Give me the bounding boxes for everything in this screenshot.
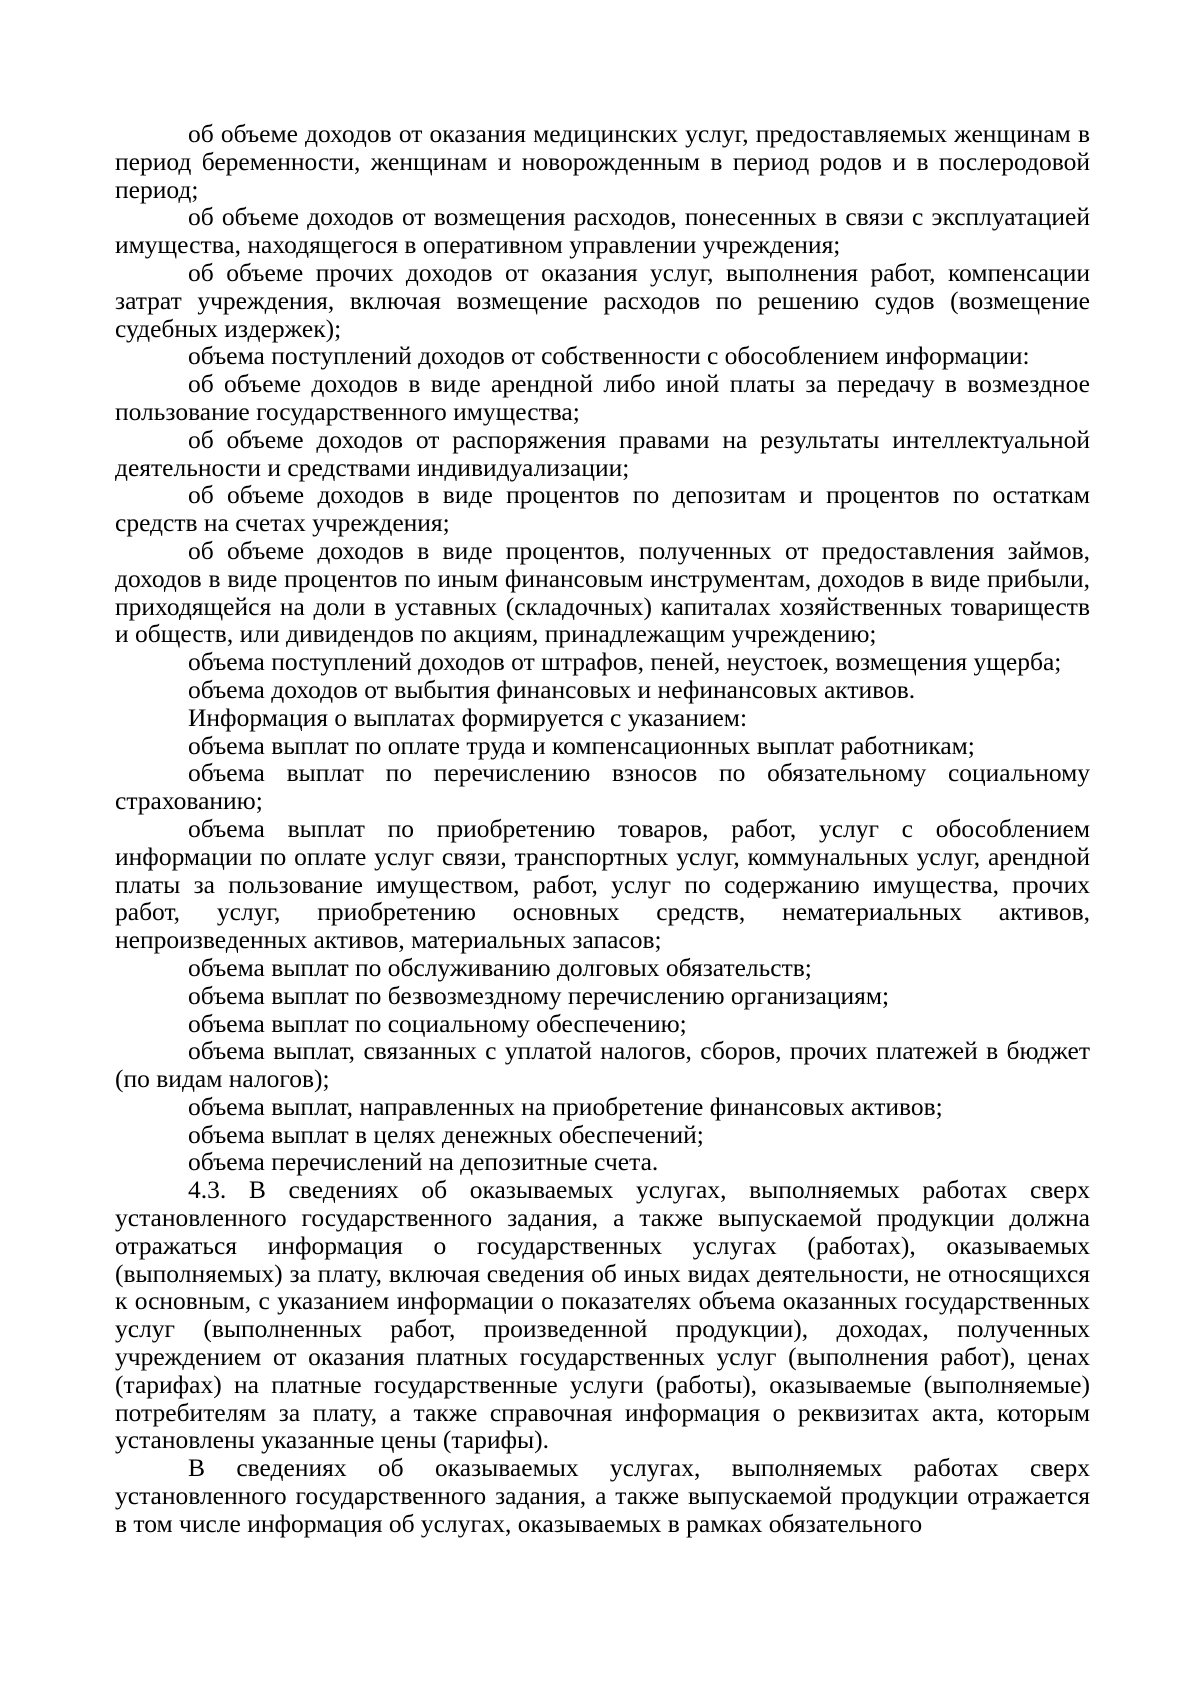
paragraph: объема поступлений доходов от собственности с обособлением информации: [188,341,1030,371]
paragraph: объема выплат по оплате труда и компенсационных выплат работникам; [188,730,975,760]
document-page [115,120,1090,1538]
paragraph: объема доходов от выбытия финансовых и нефинансовых активов. [188,674,916,704]
paragraph: объема выплат по безвозмездному перечислению организациям; [188,980,890,1010]
paragraph: объема выплат, связанных с уплатой налогов, сборов, прочих платежей в бюджет (по видам налогов); [115,1036,1090,1094]
paragraph: Информация о выплатах формируется с указанием: [188,702,748,732]
paragraph: объема выплат, направленных на приобретение финансовых активов; [188,1091,943,1121]
paragraph: об объеме доходов в виде процентов по депозитам и процентов по остаткам средств на счетах учреждения; [115,480,1090,538]
paragraph: объема выплат по социальному обеспечению; [188,1008,687,1038]
paragraph: объема выплат по приобретению товаров, работ, услуг с обособлением информации по оплате услуг связи, транспортных услуг, коммунальных услуг, арендной платы за пользование имуществом, работ, услуг по содержанию имущества, прочих работ, услуг, приобретению основных средств, нематериальных активов, непроизведенных активов, материальных запасов; [115,813,1090,955]
paragraph: об объеме доходов от возмещения расходов, понесенных в связи с эксплуатацией имущества, находящегося в оперативном управлении учреждения; [115,202,1090,260]
paragraph: объема поступлений доходов от штрафов, пеней, неустоек, возмещения ущерба; [188,647,1062,677]
paragraph: объема перечислений на депозитные счета. [188,1147,659,1177]
paragraph: В сведениях об оказываемых услугах, выполняемых работах сверх установленного государственного задания, а также выпускаемой продукции отражается в том числе информация об услугах, оказываемых в рамках обязательного [115,1453,1090,1538]
paragraph: объема выплат в целях денежных обеспечений; [188,1119,704,1149]
paragraph: об объеме доходов в виде процентов, полученных от предоставления займов, доходов в виде процентов по иным финансовым инструментам, доходов в виде прибыли, приходящейся на доли в уставных (складочных) капиталах хозяйственных товариществ и обществ, или дивидендов по акциям, принадлежащим учреждению; [115,535,1090,649]
paragraph: об объеме доходов от распоряжения правами на результаты интеллектуальной деятельности и средствами индивидуализации; [115,424,1090,482]
paragraph: 4.3. В сведениях об оказываемых услугах, выполняемых работах сверх установленного государственного задания, а также выпускаемой продукции должна отражаться информация о государственных услугах (работах), оказываемых (выполняемых) за плату, включая сведения об иных видах деятельности, не относящихся к основным, с указанием информации о показателях объема оказанных государственных услуг (выполненных работ, произведенной продукции), доходах, полученных учреждением от оказания платных государственных услуг (выполнения работ), ценах (тарифах) на платные государственные услуги (работы), оказываемые (выполняемые) потребителям за плату, а также справочная информация о реквизитах акта, которым установлены указанные цены (тарифы). [115,1175,1090,1455]
paragraph: об объеме доходов в виде арендной либо иной платы за передачу в возмездное пользование государственного имущества; [115,369,1090,426]
paragraph: объема выплат по перечислению взносов по обязательному социальному страхованию; [115,758,1090,816]
paragraph: объема выплат по обслуживанию долговых обязательств; [188,952,812,982]
paragraph: об объеме прочих доходов от оказания услуг, выполнения работ, компенсации затрат учреждения, включая возмещение расходов по решению судов (возмещение судебных издержек); [115,257,1090,343]
paragraph: об объеме доходов от оказания медицинских услуг, предоставляемых женщинам в период беременности, женщинам и новорожденным в период родов и в послеродовой период; [115,119,1090,204]
